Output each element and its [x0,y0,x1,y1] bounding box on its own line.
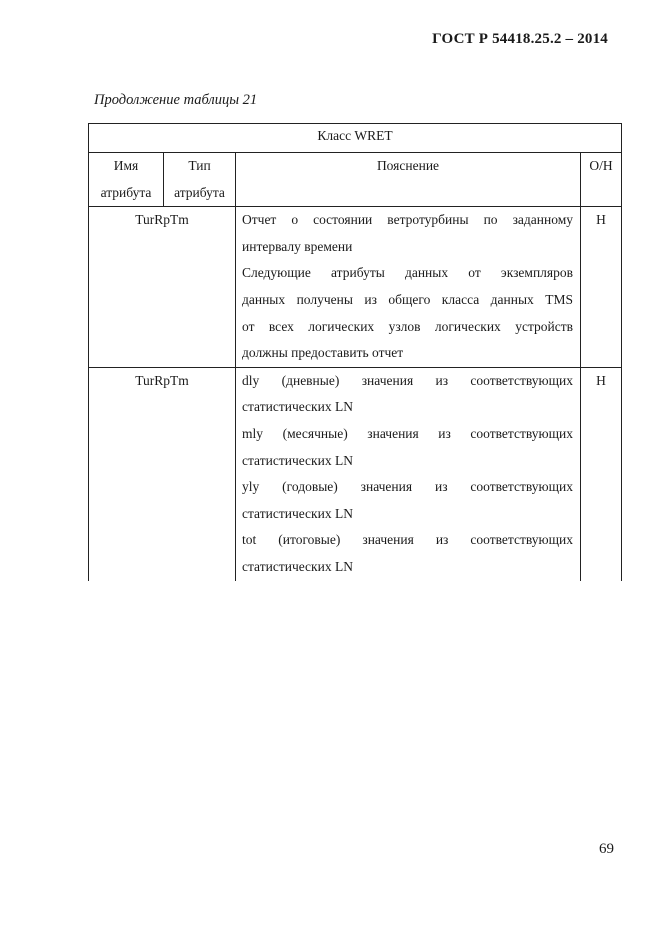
explanation-cell [236,207,581,368]
class-title-row [89,124,622,153]
explanation-line: статистических LN [242,558,353,574]
explanation-line: yly (годовые) значения из соответствующих [242,479,573,495]
header-name-line1: Имя [113,158,139,173]
explanation-line: mly (месячные) значения из соответствующих [242,425,573,441]
table-caption: Продолжение таблицы 21 [94,92,258,108]
header-name-line2: атрибута [100,184,152,200]
explanation-line: статистических LN [242,399,353,415]
attribute-name-cell: TurRpTm [89,207,236,368]
page-number: 69 [599,841,614,857]
explanation-line: статистических LN [242,505,353,521]
mo-cell: Н [581,207,622,368]
explanation-cell [236,367,581,580]
explanation-line: tot (итоговые) значения из соответствующих [242,532,573,548]
explanation-line: Отчет о состоянии ветротурбины по заданному [242,212,573,228]
header-explanation: Пояснение [236,153,581,207]
attribute-name-cell: TurRpTm [89,367,236,580]
explanation-line: должны предоставить отчет [242,345,404,361]
column-header-row [89,153,622,207]
header-attribute-type [164,153,236,207]
explanation-line: от всех логических узлов логических устройств [242,318,573,334]
explanation-line: dly (дневные) значения из соответствующих [242,372,573,388]
wret-attributes-table [88,123,622,581]
table-row [89,367,622,580]
explanation-line: Следующие атрибуты данных от экземпляров [242,265,573,281]
header-type-line1: Тип [188,158,211,173]
explanation-line: интервалу времени [242,238,353,254]
explanation-line: статистических LN [242,452,353,468]
header-attribute-name [89,153,164,207]
mo-cell: Н [581,367,622,580]
document-code: ГОСТ Р 54418.25.2 – 2014 [432,31,608,47]
explanation-line: данных получены из общего класса данных TMS [242,291,573,307]
class-title: Класс WRET [89,124,622,153]
header-type-line2: атрибута [174,184,225,200]
header-mo: О/Н [581,153,622,207]
table-row [89,207,622,368]
